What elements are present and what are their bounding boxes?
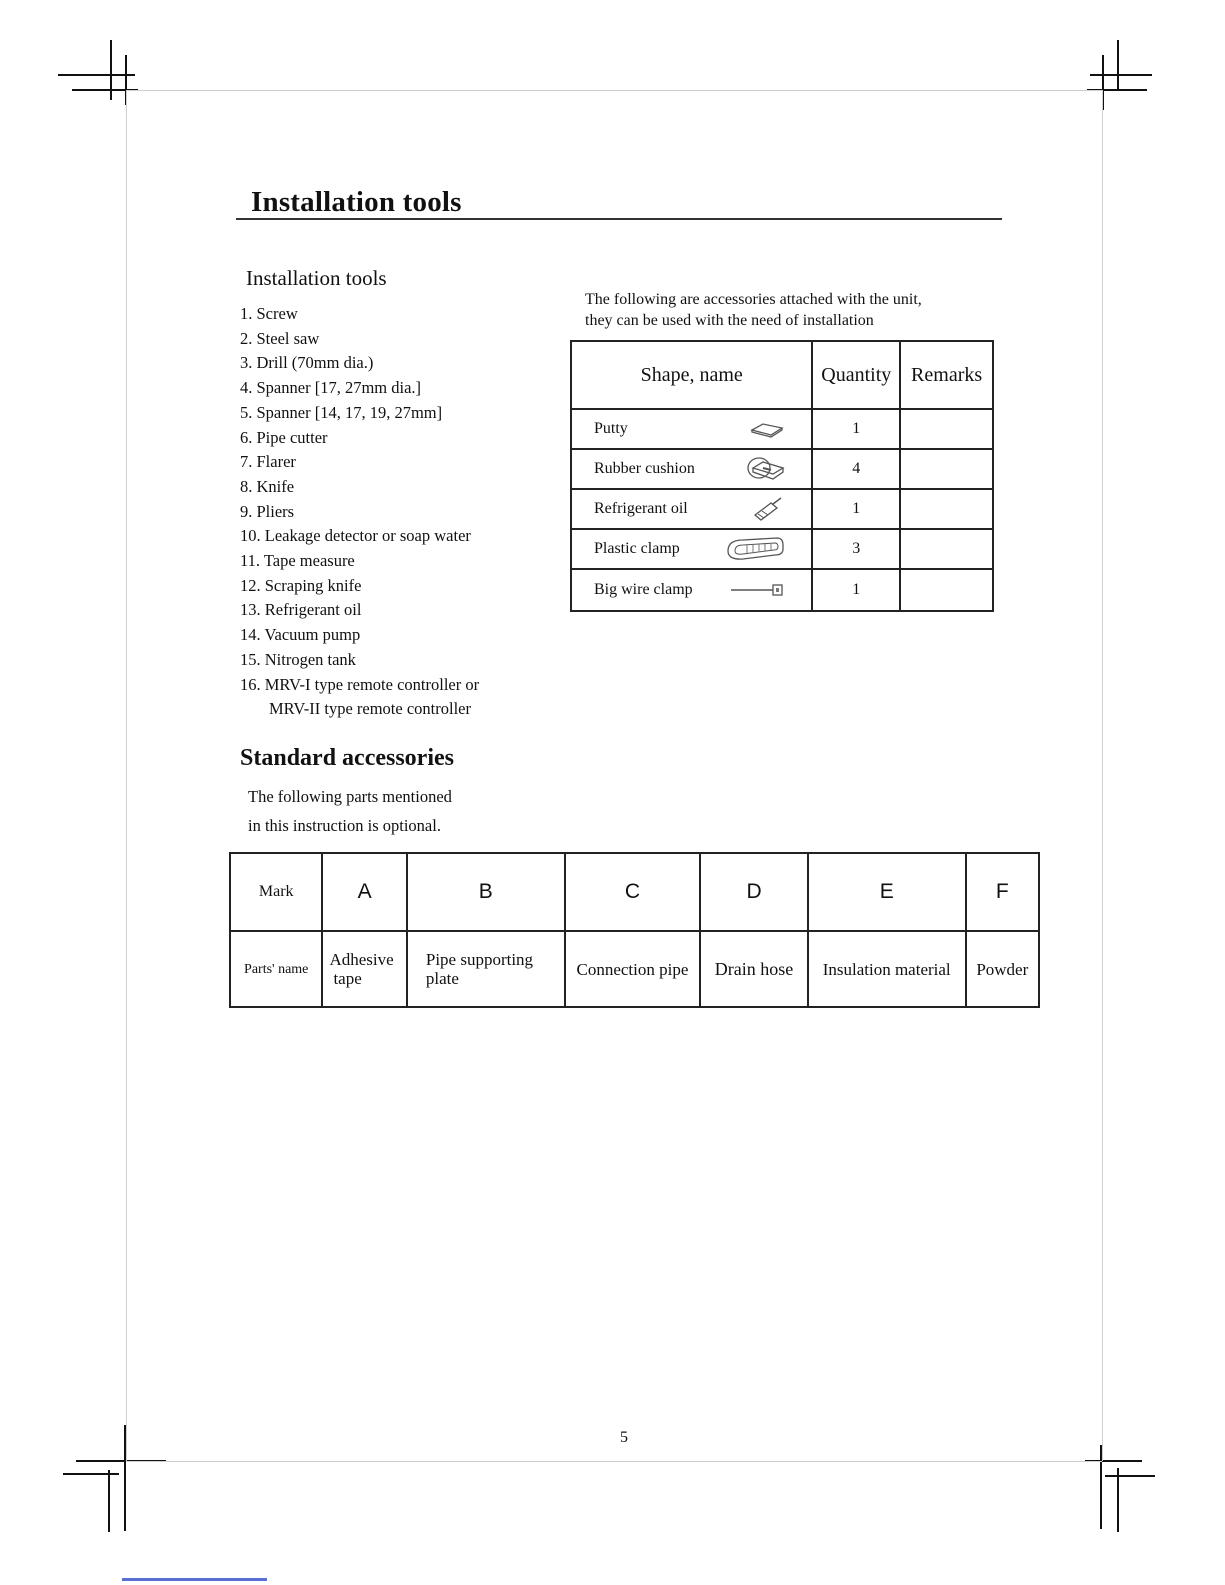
quantity-cell: 4 xyxy=(812,449,900,489)
accessory-name: Refrigerant oil xyxy=(594,500,688,517)
remarks-cell xyxy=(900,569,993,611)
mark-e: E xyxy=(808,853,966,931)
quantity-cell: 1 xyxy=(812,569,900,611)
plastic-clamp-icon xyxy=(725,535,785,563)
accessory-name-cell xyxy=(571,529,812,569)
standard-accessories-heading: Standard accessories xyxy=(240,745,454,771)
table-header-row xyxy=(571,341,993,409)
list-item: 7. Flarer xyxy=(240,452,296,472)
quantity-cell: 3 xyxy=(812,529,900,569)
mark-b: B xyxy=(407,853,565,931)
list-item: 5. Spanner [14, 17, 19, 27mm] xyxy=(240,402,443,422)
intro-line: The following are accessories attached with the unit, xyxy=(585,291,922,308)
remarks-cell xyxy=(900,409,993,449)
list-item: 11. Tape measure xyxy=(240,551,355,571)
list-item: 14. Vacuum pump xyxy=(240,625,361,645)
note-line: The following parts mentioned xyxy=(248,787,452,806)
remarks-cell xyxy=(900,529,993,569)
table-row xyxy=(571,489,993,529)
intro-line: they can be used with the need of installation xyxy=(585,312,874,329)
part-name-c xyxy=(565,931,701,1007)
mark-c: C xyxy=(565,853,701,931)
list-item-text: 16. MRV-I type remote controller or xyxy=(240,674,480,694)
part-name-line: Insulation material xyxy=(822,959,951,979)
part-name-e xyxy=(808,931,966,1007)
part-name-line: Drain hose xyxy=(714,958,794,979)
column-header-shape-name: Shape, name xyxy=(571,341,812,409)
mark-row xyxy=(230,853,1039,931)
table-row xyxy=(571,449,993,489)
putty-icon xyxy=(749,419,785,439)
standard-accessories-table xyxy=(229,852,1040,1008)
accessory-name-cell xyxy=(571,409,812,449)
accessory-name: Big wire clamp xyxy=(594,581,693,598)
parts-name-row xyxy=(230,931,1039,1007)
wire-clamp-icon xyxy=(729,583,785,597)
accessory-name-cell xyxy=(571,489,812,529)
page-title: Installation tools xyxy=(251,186,462,218)
quantity-cell: 1 xyxy=(812,409,900,449)
part-name-line: plate xyxy=(425,969,459,988)
list-item: 10. Leakage detector or soap water xyxy=(240,526,471,546)
list-item: 9. Pliers xyxy=(240,501,295,521)
list-item: 8. Knife xyxy=(240,476,295,496)
part-name-line: Adhesive xyxy=(329,950,394,969)
part-name-f xyxy=(966,931,1039,1007)
part-name-line: tape xyxy=(333,969,362,988)
mark-d: D xyxy=(700,853,808,931)
parts-name-label: Parts' name xyxy=(230,931,322,1007)
table-row xyxy=(571,529,993,569)
table-row xyxy=(571,569,993,611)
part-name-b xyxy=(407,931,565,1007)
tools-list xyxy=(240,302,479,722)
mark-label: Mark xyxy=(230,853,322,931)
list-item: 15. Nitrogen tank xyxy=(240,649,356,669)
accessories-table xyxy=(570,340,994,612)
list-item: 1. Screw xyxy=(240,304,298,323)
accessory-name-cell xyxy=(571,449,812,489)
tools-heading: Installation tools xyxy=(246,266,387,290)
horizontal-scrollbar[interactable] xyxy=(122,1578,267,1581)
list-item: 12. Scraping knife xyxy=(240,575,362,595)
column-header-remarks: Remarks xyxy=(900,341,993,409)
part-name-d xyxy=(700,931,808,1007)
part-name-a xyxy=(322,931,406,1007)
note-line: in this instruction is optional. xyxy=(248,816,441,835)
list-item: 3. Drill (70mm dia.) xyxy=(240,353,374,373)
list-item: 2. Steel saw xyxy=(240,328,320,348)
table-row xyxy=(571,409,993,449)
page-number: 5 xyxy=(620,1429,628,1446)
list-item: 6. Pipe cutter xyxy=(240,427,328,447)
accessories-intro xyxy=(585,289,922,331)
mark-a: A xyxy=(322,853,406,931)
accessory-name: Plastic clamp xyxy=(594,540,680,557)
column-header-quantity: Quantity xyxy=(812,341,900,409)
list-item: 4. Spanner [17, 27mm dia.] xyxy=(240,378,422,398)
title-underline xyxy=(236,218,1002,220)
accessory-name: Putty xyxy=(594,420,628,437)
accessory-name: Rubber cushion xyxy=(594,460,695,477)
list-item xyxy=(240,673,479,722)
mark-f: F xyxy=(966,853,1039,931)
remarks-cell xyxy=(900,449,993,489)
remarks-cell xyxy=(900,489,993,529)
part-name-line: Connection pipe xyxy=(576,959,689,979)
list-item: 13. Refrigerant oil xyxy=(240,600,362,620)
part-name-line: Powder xyxy=(976,959,1029,979)
accessory-name-cell xyxy=(571,569,812,611)
standard-accessories-note xyxy=(248,782,452,840)
rubber-cushion-icon xyxy=(745,454,785,484)
part-name-line: Pipe supporting xyxy=(425,950,534,969)
refrigerant-oil-icon xyxy=(749,495,785,523)
list-item-continuation: MRV-II type remote controller xyxy=(269,699,471,719)
quantity-cell: 1 xyxy=(812,489,900,529)
